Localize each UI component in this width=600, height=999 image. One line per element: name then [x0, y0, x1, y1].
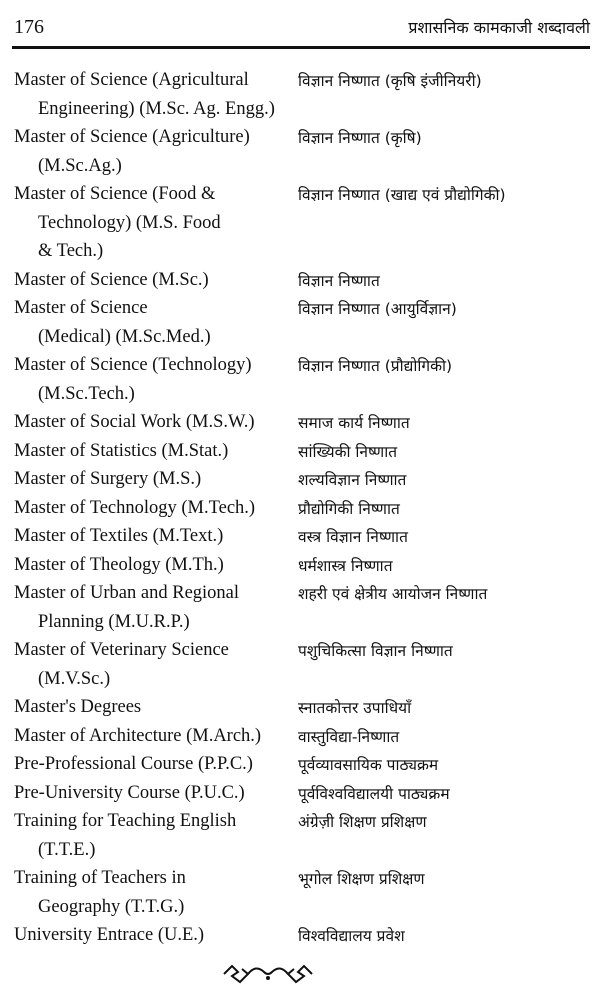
- entry-translation: पूर्वविश्वविद्यालयी पाठ्यक्रम: [298, 784, 450, 803]
- term-line: Master of Urban and Regional: [14, 583, 240, 603]
- term-line: Master's Degrees: [14, 697, 142, 717]
- entry-term: [14, 750, 298, 779]
- term-line: Master of Theology (M.Th.): [14, 554, 224, 575]
- term-line: Master of Surgery (M.S.): [14, 469, 202, 489]
- entry-term: [14, 494, 298, 523]
- glossary-entry: [14, 921, 594, 950]
- glossary-entry: [14, 693, 594, 722]
- term-line: Planning (M.U.R.P.): [38, 611, 190, 632]
- entry-term: [14, 351, 298, 408]
- term-line: Master of Technology (M.Tech.): [14, 497, 256, 518]
- entry-term: [14, 66, 298, 123]
- term-line: Geography (T.T.G.): [38, 896, 185, 917]
- entry-translation: अंग्रेज़ी शिक्षण प्रशिक्षण: [298, 813, 427, 831]
- term-line: Master of Science (M.Sc.): [14, 269, 209, 290]
- entry-translation: विश्वविद्यालय प्रवेश: [298, 927, 405, 945]
- term-line: & Tech.): [38, 241, 104, 261]
- entry-translation: विज्ञान निष्णात: [298, 271, 380, 290]
- term-line: University Entrace (U.E.): [14, 925, 205, 945]
- entry-translation: शल्यविज्ञान निष्णात: [298, 471, 407, 489]
- entry-translation: वास्तुविद्या-निष्णात: [298, 727, 400, 746]
- entry-term: [14, 722, 298, 751]
- glossary-entry: [14, 351, 594, 408]
- term-line: Engineering) (M.Sc. Ag. Engg.): [38, 98, 275, 119]
- term-line: Master of Veterinary Science: [14, 640, 229, 660]
- entry-translation: शहरी एवं क्षेत्रीय आयोजन निष्णात: [298, 585, 488, 603]
- term-line: Technology) (M.S. Food: [38, 212, 221, 233]
- glossary-entry: [14, 180, 594, 266]
- entry-term: [14, 779, 298, 808]
- entry-translation: प्रौद्योगिकी निष्णात: [298, 499, 400, 518]
- glossary-list: [14, 66, 594, 950]
- glossary-entry: [14, 750, 594, 779]
- decorative-flourish-icon: [222, 960, 314, 988]
- entry-term: [14, 921, 298, 950]
- glossary-entry: [14, 266, 594, 295]
- entry-translation: विज्ञान निष्णात (कृषि इंजीनियरी): [298, 72, 482, 90]
- entry-term: [14, 693, 298, 722]
- term-line: (Medical) (M.Sc.Med.): [38, 326, 211, 347]
- glossary-entry: [14, 408, 594, 437]
- term-line: (T.T.E.): [38, 839, 96, 860]
- entry-term: [14, 437, 298, 466]
- term-line: (M.Sc.Tech.): [38, 383, 135, 404]
- page-number: 176: [14, 16, 44, 38]
- term-line: Master of Science: [14, 298, 148, 318]
- glossary-entry: [14, 123, 594, 180]
- term-line: Master of Science (Food &: [14, 184, 216, 204]
- term-line: (M.V.Sc.): [38, 668, 111, 689]
- running-title: प्रशासनिक कामकाजी शब्दावली: [408, 18, 590, 37]
- glossary-entry: [14, 294, 594, 351]
- entry-term: [14, 636, 298, 693]
- entry-term: [14, 807, 298, 864]
- term-line: Training for Teaching English: [14, 811, 237, 831]
- entry-translation: पूर्वव्यावसायिक पाठ्यक्रम: [298, 756, 439, 774]
- entry-term: [14, 266, 298, 295]
- glossary-entry: [14, 779, 594, 808]
- term-line: Master of Architecture (M.Arch.): [14, 725, 262, 746]
- entry-translation: समाज कार्य निष्णात: [298, 414, 410, 432]
- glossary-entry: [14, 864, 594, 921]
- entry-translation: सांख्यिकी निष्णात: [298, 442, 398, 461]
- term-line: Training of Teachers in: [14, 868, 186, 888]
- glossary-entry: [14, 722, 594, 751]
- glossary-entry: [14, 437, 594, 466]
- glossary-entry: [14, 579, 594, 636]
- glossary-entry: [14, 522, 594, 551]
- glossary-entry: [14, 551, 594, 580]
- entry-translation: पशुचिकित्सा विज्ञान निष्णात: [298, 642, 453, 660]
- glossary-entry: [14, 66, 594, 123]
- entry-translation: विज्ञान निष्णात (आयुर्विज्ञान): [298, 300, 457, 318]
- entry-term: [14, 579, 298, 636]
- entry-translation: धर्मशास्त्र निष्णात: [298, 556, 393, 575]
- term-line: Master of Statistics (M.Stat.): [14, 440, 229, 461]
- term-line: Master of Science (Agriculture): [14, 127, 250, 147]
- glossary-entry: [14, 465, 594, 494]
- term-line: Master of Social Work (M.S.W.): [14, 412, 255, 432]
- term-line: Master of Science (Technology): [14, 355, 252, 375]
- glossary-entry: [14, 807, 594, 864]
- entry-term: [14, 864, 298, 921]
- page-header: [12, 14, 590, 49]
- entry-translation: विज्ञान निष्णात (प्रौद्योगिकी): [298, 357, 453, 375]
- entry-translation: स्नातकोत्तर उपाधियाँ: [298, 699, 412, 717]
- entry-term: [14, 123, 298, 180]
- entry-translation: विज्ञान निष्णात (खाद्य एवं प्रौद्योगिकी): [298, 186, 506, 204]
- term-line: Master of Science (Agricultural: [14, 70, 249, 90]
- term-line: Pre-Professional Course (P.P.C.): [14, 754, 253, 774]
- entry-term: [14, 294, 298, 351]
- entry-translation: वस्त्र विज्ञान निष्णात: [298, 528, 408, 546]
- entry-translation: विज्ञान निष्णात (कृषि): [298, 129, 422, 147]
- entry-term: [14, 180, 298, 266]
- glossary-entry: [14, 636, 594, 693]
- term-line: Pre-University Course (P.U.C.): [14, 782, 245, 803]
- entry-term: [14, 465, 298, 494]
- entry-term: [14, 551, 298, 580]
- glossary-entry: [14, 494, 594, 523]
- entry-translation: भूगोल शिक्षण प्रशिक्षण: [298, 870, 425, 888]
- term-line: (M.Sc.Ag.): [38, 155, 122, 176]
- entry-term: [14, 522, 298, 551]
- entry-term: [14, 408, 298, 437]
- term-line: Master of Textiles (M.Text.): [14, 526, 224, 546]
